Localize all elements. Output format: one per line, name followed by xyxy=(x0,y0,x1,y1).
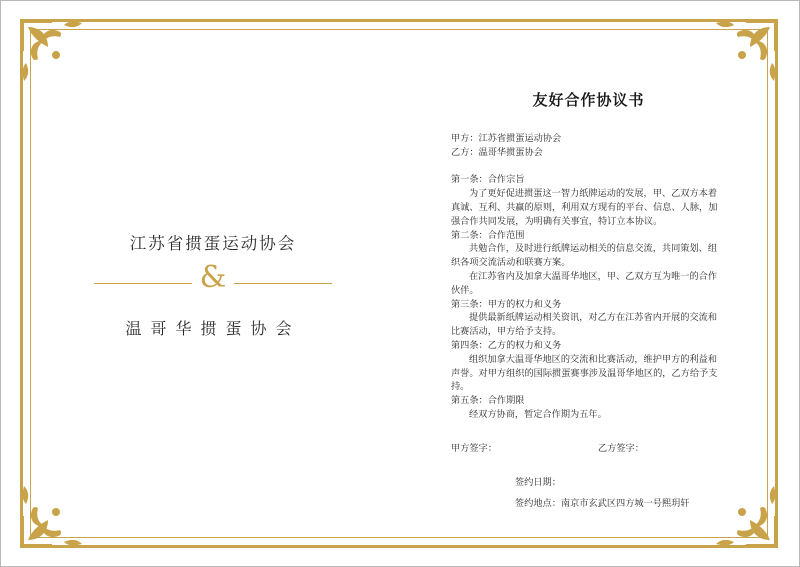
party-b-line: 乙方：温哥华掼蛋协会 xyxy=(451,146,543,158)
signing-place-label: 签约地点：南京市玄武区四方城一号熙玥轩 xyxy=(515,497,690,509)
agreement-body xyxy=(451,90,726,517)
agreement-title: 友好合作协议书 xyxy=(532,91,645,109)
cover-panel xyxy=(88,230,338,339)
corner-ornament-icon xyxy=(710,17,780,87)
clause-text: 提供最新纸牌运动相关资讯，对乙方在江苏省内开展的交流和比赛活动，甲方给予支持。 xyxy=(451,312,718,338)
org-name-vancouver: 温哥华掼蛋协会 xyxy=(125,319,301,338)
corner-ornament-icon xyxy=(18,480,88,550)
org-name-jiangsu: 江苏省掼蛋运动协会 xyxy=(129,234,297,253)
divider-line-right xyxy=(234,283,332,284)
clause-heading: 第一条：合作宗旨 xyxy=(451,174,525,186)
clause-list xyxy=(451,173,726,421)
divider-line-left xyxy=(94,283,192,284)
clause-heading: 第四条：乙方的权力和义务 xyxy=(451,339,562,351)
clause-heading: 第三条：甲方的权力和义务 xyxy=(451,298,562,310)
clause-text: 在江苏省内及加拿大温哥华地区，甲、乙双方互为唯一的合作伙伴。 xyxy=(451,270,718,296)
clause-text: 为了更好促进掼蛋这一智力纸牌运动的发展，甲、乙双方本着真诚、互利、共赢的原则，利用双方现有的平台、信息、人脉，加强合作共同发展，为明确有关事宜，特订立本协议。 xyxy=(451,188,718,227)
corner-ornament-icon xyxy=(18,17,88,87)
signing-info xyxy=(451,476,726,511)
party-a-signature-label: 甲方签字： xyxy=(451,442,497,454)
party-b-signature-label: 乙方签字： xyxy=(598,442,644,454)
signing-date-label: 签约日期： xyxy=(515,476,561,488)
clause-text: 经双方协商，暂定合作期为五年。 xyxy=(469,408,607,420)
spacer xyxy=(451,159,726,173)
signature-row xyxy=(451,442,726,456)
clause-heading: 第五条：合作期限 xyxy=(451,395,525,407)
clause-text: 共勉合作，及时进行纸牌运动相关的信息交流，共同策划、组织各项交流活动和联赛方案。 xyxy=(451,243,718,269)
clause-text: 组织加拿大温哥华地区的交流和比赛活动，维护甲方的利益和声誉。对甲方组织的国际掼蛋赛事涉及温哥华地区的，乙方给予支持。 xyxy=(451,353,718,393)
ampersand-divider xyxy=(88,258,338,310)
party-a-line: 甲方：江苏省掼蛋运动协会 xyxy=(451,132,562,144)
ampersand: & xyxy=(199,260,227,295)
clause-heading: 第二条：合作范围 xyxy=(451,229,525,241)
